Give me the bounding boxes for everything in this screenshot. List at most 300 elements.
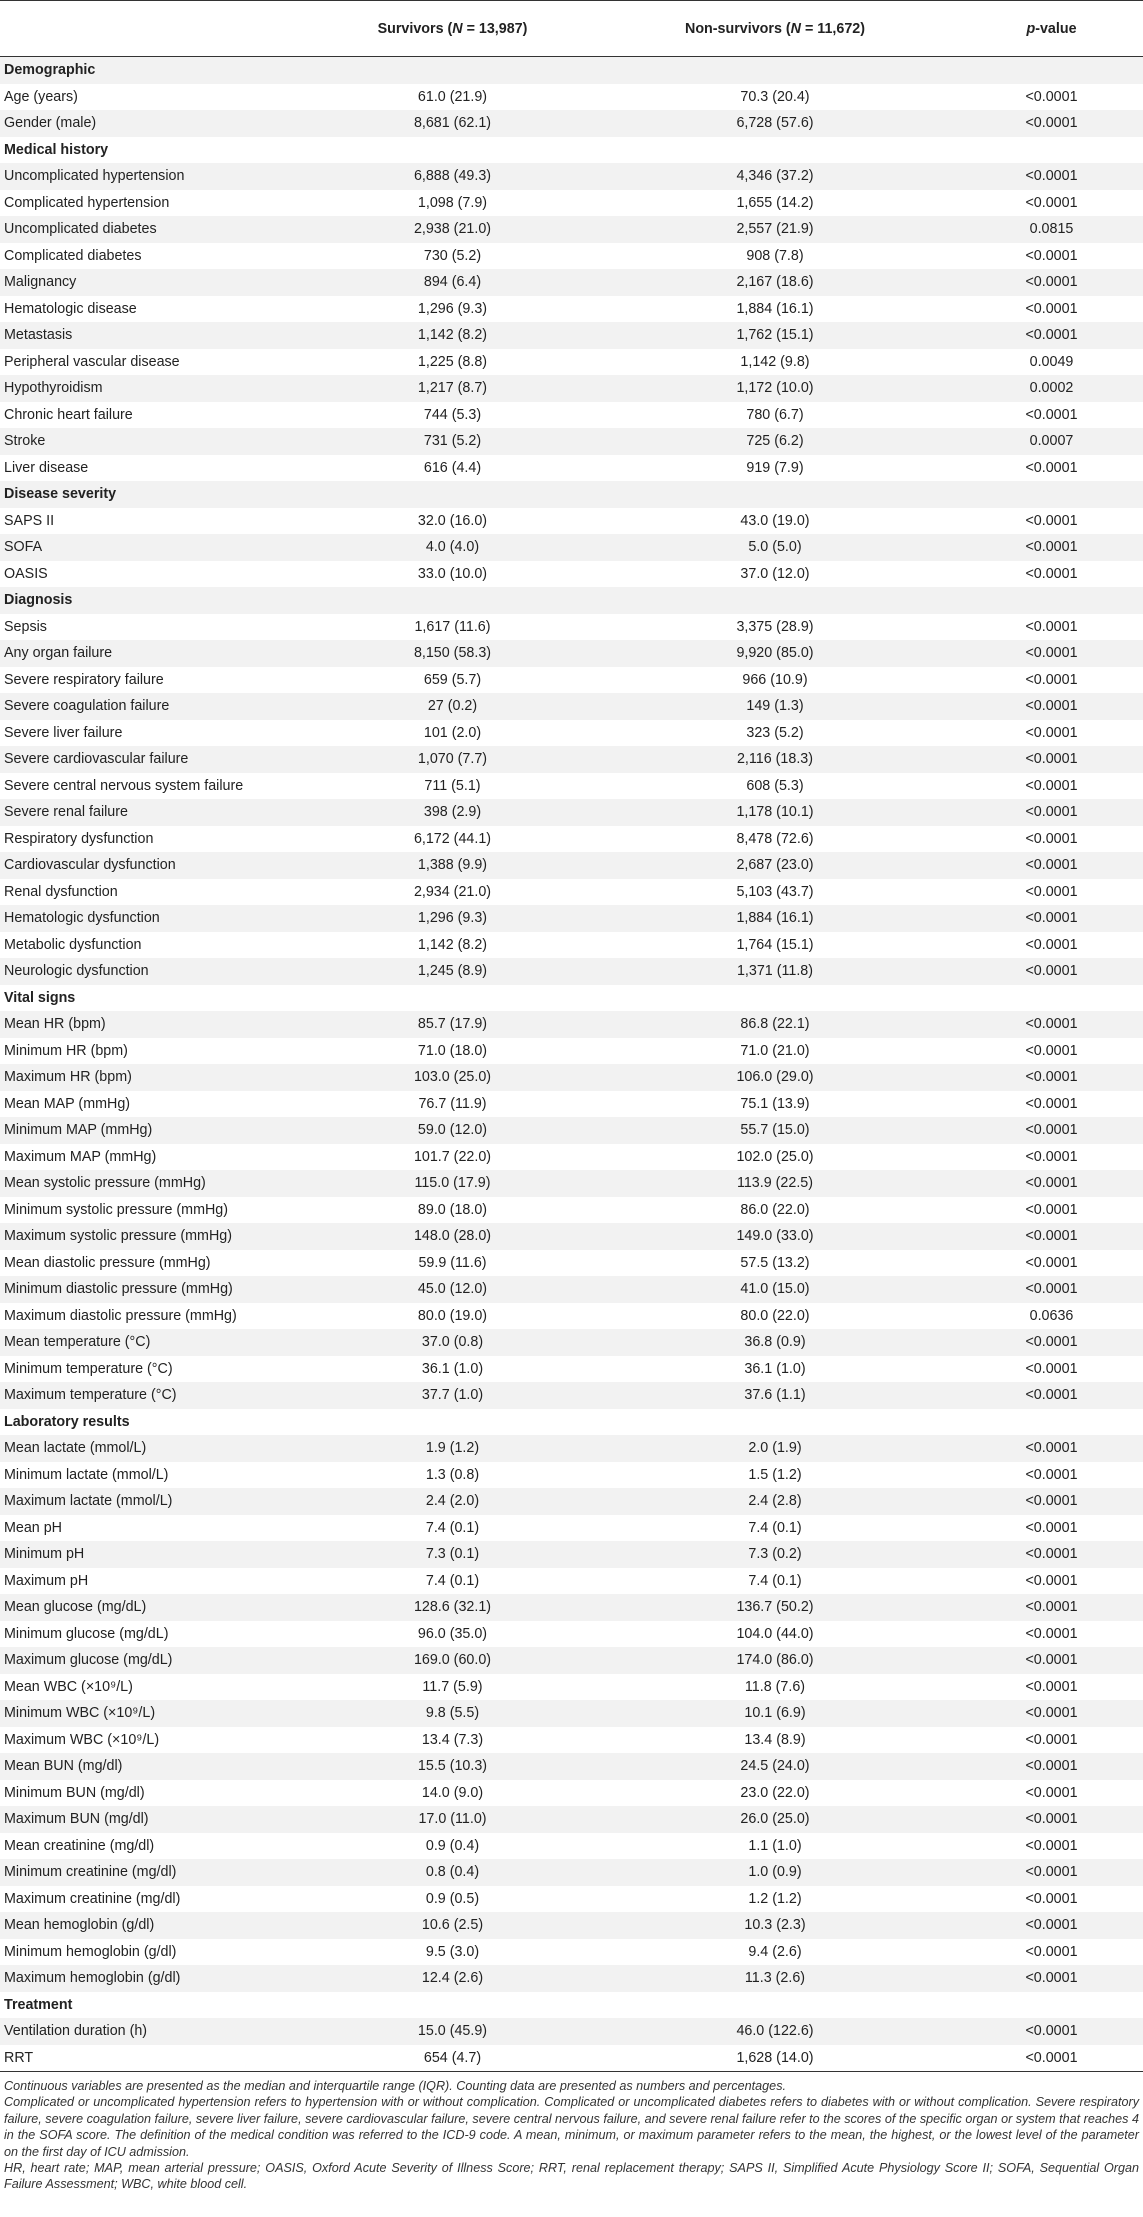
table-row: [0, 1806, 1143, 1833]
row-label: Mean WBC (×10⁹/L): [0, 1674, 315, 1701]
non-survivors-value: 102.0 (25.0): [590, 1144, 960, 1171]
table-row: [0, 322, 1143, 349]
row-label: Mean temperature (°C): [0, 1329, 315, 1356]
non-survivors-value: 7.4 (0.1): [590, 1568, 960, 1595]
non-survivors-value: 71.0 (21.0): [590, 1038, 960, 1065]
row-label: RRT: [0, 2045, 315, 2072]
row-label: Renal dysfunction: [0, 879, 315, 906]
table-row: [0, 958, 1143, 985]
p-value: <0.0001: [960, 1117, 1143, 1144]
footnote: Complicated or uncomplicated hypertension refers to hypertension with or without complication. Complicated or uncomplicated diabetes refers to diabetes with or without complication. Severe respiratory failure, severe coagulation failure, severe liver failure, severe cardiovascular failure, severe central nervous failure, and severe renal failure refer to the scores of the specific organ or system that reaches 4 in the SOFA score. The definition of the medical condition was referred to the ICD-9 code. A mean, minimum, or maximum parameter refers to the mean, the highest, or the lowest level of the parameter on the first day of ICU admission.: [4, 2095, 1139, 2159]
survivors-value: 12.4 (2.6): [315, 1965, 590, 1992]
row-label: Maximum BUN (mg/dl): [0, 1806, 315, 1833]
p-value: <0.0001: [960, 879, 1143, 906]
survivors-value: 731 (5.2): [315, 428, 590, 455]
p-value: <0.0001: [960, 826, 1143, 853]
row-label: Minimum glucose (mg/dL): [0, 1621, 315, 1648]
table-row: [0, 190, 1143, 217]
p-value: <0.0001: [960, 1144, 1143, 1171]
non-survivors-value: 2,687 (23.0): [590, 852, 960, 879]
row-label: Uncomplicated hypertension: [0, 163, 315, 190]
row-label: Maximum WBC (×10⁹/L): [0, 1727, 315, 1754]
table-row: [0, 163, 1143, 190]
survivors-value: 45.0 (12.0): [315, 1276, 590, 1303]
row-label: Maximum pH: [0, 1568, 315, 1595]
non-survivors-value: 70.3 (20.4): [590, 84, 960, 111]
p-value: <0.0001: [960, 1064, 1143, 1091]
row-label: Minimum temperature (°C): [0, 1356, 315, 1383]
p-value: 0.0815: [960, 216, 1143, 243]
table-body: [0, 57, 1143, 2072]
row-label: Hematologic dysfunction: [0, 905, 315, 932]
row-label: Minimum WBC (×10⁹/L): [0, 1700, 315, 1727]
non-survivors-value: 57.5 (13.2): [590, 1250, 960, 1277]
row-label: Minimum systolic pressure (mmHg): [0, 1197, 315, 1224]
table-row: [0, 1144, 1143, 1171]
table-row: [0, 2018, 1143, 2045]
table-row: [0, 1170, 1143, 1197]
p-value: <0.0001: [960, 1038, 1143, 1065]
survivors-value: 128.6 (32.1): [315, 1594, 590, 1621]
table-row: [0, 1091, 1143, 1118]
survivors-value: 11.7 (5.9): [315, 1674, 590, 1701]
row-label: Maximum HR (bpm): [0, 1064, 315, 1091]
table-row: [0, 879, 1143, 906]
non-survivors-value: 7.3 (0.2): [590, 1541, 960, 1568]
non-survivors-value: 86.0 (22.0): [590, 1197, 960, 1224]
table-row: [0, 1833, 1143, 1860]
row-label: SOFA: [0, 534, 315, 561]
section-heading: Laboratory results: [0, 1409, 1143, 1436]
non-survivors-value: 2.0 (1.9): [590, 1435, 960, 1462]
p-value: <0.0001: [960, 1833, 1143, 1860]
p-value: <0.0001: [960, 1170, 1143, 1197]
survivors-value: 33.0 (10.0): [315, 561, 590, 588]
row-label: Malignancy: [0, 269, 315, 296]
row-label: Cardiovascular dysfunction: [0, 852, 315, 879]
table-row: [0, 1356, 1143, 1383]
non-survivors-value: 2,557 (21.9): [590, 216, 960, 243]
row-label: Minimum creatinine (mg/dl): [0, 1859, 315, 1886]
non-survivors-value: 908 (7.8): [590, 243, 960, 270]
table-row: [0, 799, 1143, 826]
survivors-value: 7.3 (0.1): [315, 1541, 590, 1568]
non-survivors-value: 11.8 (7.6): [590, 1674, 960, 1701]
row-label: Metabolic dysfunction: [0, 932, 315, 959]
p-value: <0.0001: [960, 2018, 1143, 2045]
survivors-value: 32.0 (16.0): [315, 508, 590, 535]
survivors-value: 10.6 (2.5): [315, 1912, 590, 1939]
row-label: Severe cardiovascular failure: [0, 746, 315, 773]
survivors-value: 1,142 (8.2): [315, 932, 590, 959]
survivors-value: 1,098 (7.9): [315, 190, 590, 217]
p-value: <0.0001: [960, 508, 1143, 535]
table-row: [0, 773, 1143, 800]
survivors-value: 616 (4.4): [315, 455, 590, 482]
survivors-value: 4.0 (4.0): [315, 534, 590, 561]
p-value: 0.0007: [960, 428, 1143, 455]
p-value: <0.0001: [960, 1727, 1143, 1754]
non-survivors-value: 11.3 (2.6): [590, 1965, 960, 1992]
table-row: [0, 1515, 1143, 1542]
non-survivors-value: 6,728 (57.6): [590, 110, 960, 137]
survivors-value: 101.7 (22.0): [315, 1144, 590, 1171]
row-label: Minimum BUN (mg/dl): [0, 1780, 315, 1807]
p-value: <0.0001: [960, 110, 1143, 137]
table-row: [0, 693, 1143, 720]
table-row: [0, 1064, 1143, 1091]
table-row: [0, 1303, 1143, 1330]
p-value: <0.0001: [960, 1753, 1143, 1780]
row-label: Mean glucose (mg/dL): [0, 1594, 315, 1621]
p-value: <0.0001: [960, 296, 1143, 323]
p-value: <0.0001: [960, 2045, 1143, 2072]
section-row: [0, 587, 1143, 614]
p-value: <0.0001: [960, 1568, 1143, 1595]
non-survivors-value: 43.0 (19.0): [590, 508, 960, 535]
non-survivors-value: 113.9 (22.5): [590, 1170, 960, 1197]
row-label: Respiratory dysfunction: [0, 826, 315, 853]
non-survivors-value: 149 (1.3): [590, 693, 960, 720]
row-label: Maximum diastolic pressure (mmHg): [0, 1303, 315, 1330]
p-value: <0.0001: [960, 1250, 1143, 1277]
table-row: [0, 1912, 1143, 1939]
row-label: Uncomplicated diabetes: [0, 216, 315, 243]
non-survivors-value: 5,103 (43.7): [590, 879, 960, 906]
non-survivors-value: 104.0 (44.0): [590, 1621, 960, 1648]
section-row: [0, 1409, 1143, 1436]
table-row: [0, 1541, 1143, 1568]
survivors-value: 13.4 (7.3): [315, 1727, 590, 1754]
row-label: Severe central nervous system failure: [0, 773, 315, 800]
section-row: [0, 1992, 1143, 2019]
table-row: [0, 1621, 1143, 1648]
row-label: Maximum temperature (°C): [0, 1382, 315, 1409]
row-label: Maximum creatinine (mg/dl): [0, 1886, 315, 1913]
p-value: <0.0001: [960, 1806, 1143, 1833]
table-row: [0, 1011, 1143, 1038]
survivors-value: 0.8 (0.4): [315, 1859, 590, 1886]
table-row: [0, 1462, 1143, 1489]
section-heading: Diagnosis: [0, 587, 1143, 614]
survivors-value: 1,296 (9.3): [315, 296, 590, 323]
survivors-value: 711 (5.1): [315, 773, 590, 800]
p-value: <0.0001: [960, 1091, 1143, 1118]
survivors-value: 1.3 (0.8): [315, 1462, 590, 1489]
table-row: [0, 667, 1143, 694]
survivors-value: 2,938 (21.0): [315, 216, 590, 243]
survivors-value: 730 (5.2): [315, 243, 590, 270]
p-value: <0.0001: [960, 693, 1143, 720]
row-label: Maximum lactate (mmol/L): [0, 1488, 315, 1515]
row-label: Sepsis: [0, 614, 315, 641]
table-row: [0, 1197, 1143, 1224]
table-row: [0, 1117, 1143, 1144]
non-survivors-value: 725 (6.2): [590, 428, 960, 455]
non-survivors-value: 10.3 (2.3): [590, 1912, 960, 1939]
table-row: [0, 1329, 1143, 1356]
survivors-value: 96.0 (35.0): [315, 1621, 590, 1648]
row-label: Minimum diastolic pressure (mmHg): [0, 1276, 315, 1303]
section-heading: Treatment: [0, 1992, 1143, 2019]
table-row: [0, 1250, 1143, 1277]
row-label: Age (years): [0, 84, 315, 111]
row-label: Minimum MAP (mmHg): [0, 1117, 315, 1144]
header-survivors: Survivors (N = 13,987): [315, 1, 590, 57]
row-label: Maximum hemoglobin (g/dl): [0, 1965, 315, 1992]
non-survivors-value: 1,142 (9.8): [590, 349, 960, 376]
p-value: <0.0001: [960, 746, 1143, 773]
survivors-value: 27 (0.2): [315, 693, 590, 720]
row-label: Metastasis: [0, 322, 315, 349]
p-value: <0.0001: [960, 455, 1143, 482]
non-survivors-value: 26.0 (25.0): [590, 1806, 960, 1833]
table-row: [0, 1753, 1143, 1780]
p-value: <0.0001: [960, 269, 1143, 296]
table-row: [0, 640, 1143, 667]
survivors-value: 61.0 (21.9): [315, 84, 590, 111]
non-survivors-value: 323 (5.2): [590, 720, 960, 747]
survivors-value: 744 (5.3): [315, 402, 590, 429]
survivors-value: 59.0 (12.0): [315, 1117, 590, 1144]
table-row: [0, 1568, 1143, 1595]
non-survivors-value: 13.4 (8.9): [590, 1727, 960, 1754]
non-survivors-value: 1,628 (14.0): [590, 2045, 960, 2072]
table-row: [0, 1038, 1143, 1065]
survivors-value: 15.0 (45.9): [315, 2018, 590, 2045]
table-row: [0, 402, 1143, 429]
p-value: <0.0001: [960, 932, 1143, 959]
p-value: <0.0001: [960, 614, 1143, 641]
survivors-value: 15.5 (10.3): [315, 1753, 590, 1780]
survivors-value: 1,388 (9.9): [315, 852, 590, 879]
survivors-value: 659 (5.7): [315, 667, 590, 694]
row-label: Severe liver failure: [0, 720, 315, 747]
row-label: Stroke: [0, 428, 315, 455]
non-survivors-value: 2,167 (18.6): [590, 269, 960, 296]
row-label: Chronic heart failure: [0, 402, 315, 429]
p-value: <0.0001: [960, 1197, 1143, 1224]
table-row: [0, 1647, 1143, 1674]
p-value: <0.0001: [960, 402, 1143, 429]
non-survivors-value: 37.6 (1.1): [590, 1382, 960, 1409]
row-label: Minimum lactate (mmol/L): [0, 1462, 315, 1489]
row-label: Minimum hemoglobin (g/dl): [0, 1939, 315, 1966]
survivors-value: 7.4 (0.1): [315, 1568, 590, 1595]
row-label: Complicated hypertension: [0, 190, 315, 217]
row-label: Mean pH: [0, 1515, 315, 1542]
footnote: HR, heart rate; MAP, mean arterial pressure; OASIS, Oxford Acute Severity of Illness Score; RRT, renal replacement therapy; SAPS II, Simplified Acute Physiology Score II; SOFA, Sequential Organ Failure Assessment; WBC, white blood cell.: [4, 2161, 1139, 2192]
row-label: Liver disease: [0, 455, 315, 482]
non-survivors-value: 1,178 (10.1): [590, 799, 960, 826]
non-survivors-value: 2.4 (2.8): [590, 1488, 960, 1515]
p-value: <0.0001: [960, 1859, 1143, 1886]
survivors-value: 101 (2.0): [315, 720, 590, 747]
survivors-value: 0.9 (0.5): [315, 1886, 590, 1913]
non-survivors-value: 1,884 (16.1): [590, 296, 960, 323]
p-value: <0.0001: [960, 1223, 1143, 1250]
survivors-value: 1,296 (9.3): [315, 905, 590, 932]
survivors-value: 76.7 (11.9): [315, 1091, 590, 1118]
p-value: <0.0001: [960, 1594, 1143, 1621]
row-label: Mean BUN (mg/dl): [0, 1753, 315, 1780]
table-row: [0, 1382, 1143, 1409]
survivors-value: 6,888 (49.3): [315, 163, 590, 190]
non-survivors-value: 80.0 (22.0): [590, 1303, 960, 1330]
p-value: <0.0001: [960, 322, 1143, 349]
non-survivors-value: 55.7 (15.0): [590, 1117, 960, 1144]
section-heading: Medical history: [0, 137, 1143, 164]
row-label: Minimum HR (bpm): [0, 1038, 315, 1065]
survivors-value: 2,934 (21.0): [315, 879, 590, 906]
table-row: [0, 720, 1143, 747]
non-survivors-value: 7.4 (0.1): [590, 1515, 960, 1542]
survivors-value: 398 (2.9): [315, 799, 590, 826]
non-survivors-value: 1,762 (15.1): [590, 322, 960, 349]
non-survivors-value: 608 (5.3): [590, 773, 960, 800]
table-row: [0, 243, 1143, 270]
header-variable: [0, 1, 315, 57]
non-survivors-value: 36.8 (0.9): [590, 1329, 960, 1356]
non-survivors-value: 9.4 (2.6): [590, 1939, 960, 1966]
non-survivors-value: 37.0 (12.0): [590, 561, 960, 588]
non-survivors-value: 41.0 (15.0): [590, 1276, 960, 1303]
non-survivors-value: 10.1 (6.9): [590, 1700, 960, 1727]
survivors-value: 654 (4.7): [315, 2045, 590, 2072]
non-survivors-value: 75.1 (13.9): [590, 1091, 960, 1118]
section-heading: Demographic: [0, 57, 1143, 84]
section-heading: Vital signs: [0, 985, 1143, 1012]
table-row: [0, 1886, 1143, 1913]
table-row: [0, 932, 1143, 959]
p-value: <0.0001: [960, 1912, 1143, 1939]
section-row: [0, 57, 1143, 84]
table-row: [0, 296, 1143, 323]
p-value: <0.0001: [960, 1541, 1143, 1568]
non-survivors-value: 1.2 (1.2): [590, 1886, 960, 1913]
row-label: Severe coagulation failure: [0, 693, 315, 720]
p-value: <0.0001: [960, 1488, 1143, 1515]
survivors-value: 89.0 (18.0): [315, 1197, 590, 1224]
non-survivors-value: 106.0 (29.0): [590, 1064, 960, 1091]
table-row: [0, 1223, 1143, 1250]
table-row: [0, 84, 1143, 111]
survivors-value: 37.7 (1.0): [315, 1382, 590, 1409]
survivors-value: 17.0 (11.0): [315, 1806, 590, 1833]
p-value: <0.0001: [960, 1939, 1143, 1966]
survivors-value: 36.1 (1.0): [315, 1356, 590, 1383]
table-row: [0, 428, 1143, 455]
p-value: 0.0049: [960, 349, 1143, 376]
row-label: Mean creatinine (mg/dl): [0, 1833, 315, 1860]
p-value: <0.0001: [960, 163, 1143, 190]
non-survivors-value: 1,764 (15.1): [590, 932, 960, 959]
table-row: [0, 375, 1143, 402]
non-survivors-value: 9,920 (85.0): [590, 640, 960, 667]
survivors-value: 1,245 (8.9): [315, 958, 590, 985]
row-label: SAPS II: [0, 508, 315, 535]
survivors-value: 59.9 (11.6): [315, 1250, 590, 1277]
table-row: [0, 1939, 1143, 1966]
p-value: <0.0001: [960, 1674, 1143, 1701]
header-p-value: p-value: [960, 1, 1143, 57]
survivors-value: 14.0 (9.0): [315, 1780, 590, 1807]
p-value: <0.0001: [960, 534, 1143, 561]
row-label: Severe respiratory failure: [0, 667, 315, 694]
row-label: Any organ failure: [0, 640, 315, 667]
table-row: [0, 349, 1143, 376]
p-value: <0.0001: [960, 190, 1143, 217]
non-survivors-value: 8,478 (72.6): [590, 826, 960, 853]
row-label: Peripheral vascular disease: [0, 349, 315, 376]
p-value: <0.0001: [960, 958, 1143, 985]
table-footnotes: [0, 2072, 1143, 2193]
row-label: Neurologic dysfunction: [0, 958, 315, 985]
table-row: [0, 1435, 1143, 1462]
survivors-value: 1.9 (1.2): [315, 1435, 590, 1462]
non-survivors-value: 1,172 (10.0): [590, 375, 960, 402]
table-row: [0, 1780, 1143, 1807]
p-value: <0.0001: [960, 1647, 1143, 1674]
table-row: [0, 1674, 1143, 1701]
table-row: [0, 746, 1143, 773]
non-survivors-value: 46.0 (122.6): [590, 2018, 960, 2045]
p-value: <0.0001: [960, 84, 1143, 111]
row-label: Minimum pH: [0, 1541, 315, 1568]
table-row: [0, 1859, 1143, 1886]
footnote: Continuous variables are presented as the median and interquartile range (IQR). Counting data are presented as numbers and percentages.: [4, 2079, 786, 2093]
survivors-value: 8,150 (58.3): [315, 640, 590, 667]
row-label: Maximum systolic pressure (mmHg): [0, 1223, 315, 1250]
non-survivors-value: 1.5 (1.2): [590, 1462, 960, 1489]
table-row: [0, 561, 1143, 588]
non-survivors-value: 4,346 (37.2): [590, 163, 960, 190]
survivors-value: 71.0 (18.0): [315, 1038, 590, 1065]
row-label: Mean lactate (mmol/L): [0, 1435, 315, 1462]
p-value: <0.0001: [960, 640, 1143, 667]
section-row: [0, 137, 1143, 164]
p-value: <0.0001: [960, 1011, 1143, 1038]
section-row: [0, 985, 1143, 1012]
p-value: 0.0002: [960, 375, 1143, 402]
survivors-value: 80.0 (19.0): [315, 1303, 590, 1330]
p-value: <0.0001: [960, 1700, 1143, 1727]
p-value: <0.0001: [960, 1621, 1143, 1648]
non-survivors-value: 23.0 (22.0): [590, 1780, 960, 1807]
row-label: Maximum MAP (mmHg): [0, 1144, 315, 1171]
non-survivors-value: 1,655 (14.2): [590, 190, 960, 217]
p-value: 0.0636: [960, 1303, 1143, 1330]
table-row: [0, 455, 1143, 482]
survivors-value: 8,681 (62.1): [315, 110, 590, 137]
survivors-value: 148.0 (28.0): [315, 1223, 590, 1250]
table-row: [0, 1727, 1143, 1754]
table-row: [0, 826, 1143, 853]
p-value: <0.0001: [960, 243, 1143, 270]
non-survivors-value: 24.5 (24.0): [590, 1753, 960, 1780]
p-value: <0.0001: [960, 1435, 1143, 1462]
row-label: Hematologic disease: [0, 296, 315, 323]
header-non-survivors: Non-survivors (N = 11,672): [590, 1, 960, 57]
table-header: [0, 1, 1143, 57]
p-value: <0.0001: [960, 1965, 1143, 1992]
survivors-value: 37.0 (0.8): [315, 1329, 590, 1356]
row-label: Mean systolic pressure (mmHg): [0, 1170, 315, 1197]
survivors-value: 9.8 (5.5): [315, 1700, 590, 1727]
p-value: <0.0001: [960, 1276, 1143, 1303]
non-survivors-value: 174.0 (86.0): [590, 1647, 960, 1674]
p-value: <0.0001: [960, 1886, 1143, 1913]
